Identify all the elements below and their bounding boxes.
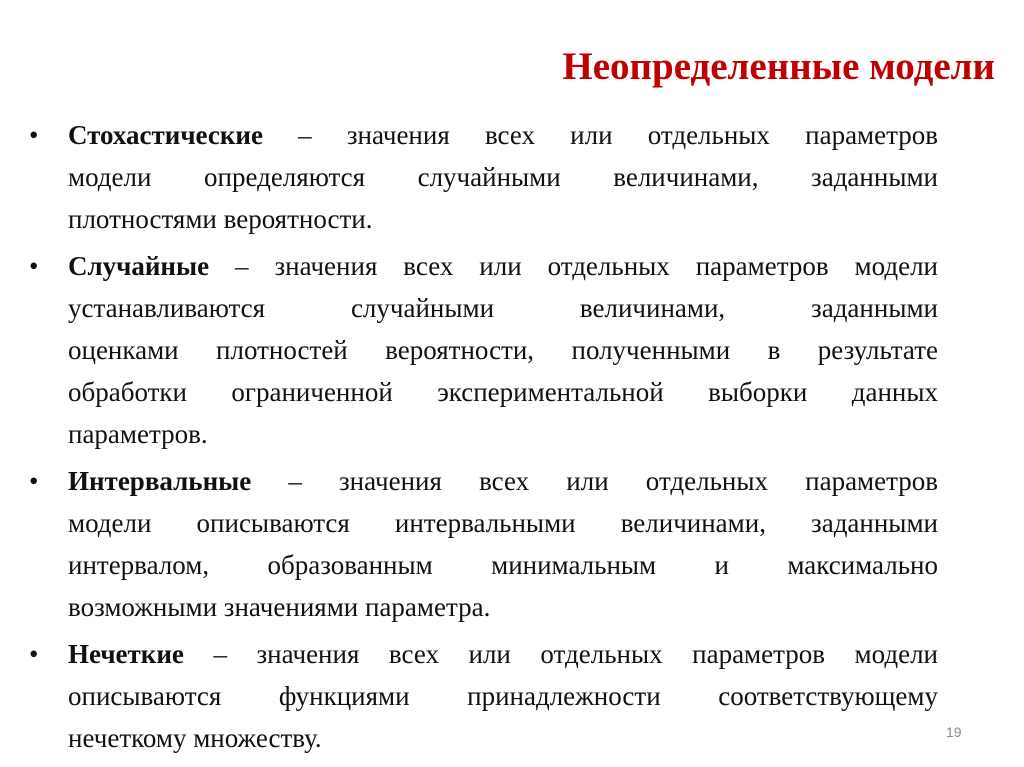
item-term: Случайные (68, 251, 210, 281)
list-item (0, 633, 1024, 759)
list-item (0, 114, 1024, 240)
text-line (68, 633, 938, 675)
text-line: модели описываются интервальными величинами, заданными (68, 508, 938, 538)
text-line (68, 114, 938, 156)
item-text (68, 633, 938, 759)
text-line (68, 245, 938, 287)
text-line (68, 460, 938, 502)
bullet-icon: • (29, 251, 39, 281)
slide-title: Неопределенные модели (562, 45, 995, 88)
item-text (68, 460, 938, 628)
item-term: Стохастические (68, 120, 263, 150)
list-item (0, 245, 1024, 455)
text-line: интервалом, образованным минимальным и максимально (68, 550, 938, 580)
item-term: Нечеткие (68, 639, 184, 669)
item-text (68, 245, 938, 455)
text-line: параметров. (68, 419, 208, 449)
item-term: Интервальные (68, 466, 252, 496)
text-line: обработки ограниченной экспериментальной выборки данных (68, 377, 938, 407)
text-line: устанавливаются случайными величинами, заданными (68, 293, 938, 323)
list-item (0, 460, 1024, 628)
bullet-list (0, 114, 1024, 764)
bullet-icon: • (29, 639, 39, 669)
text-line: оценками плотностей вероятности, полученными в результате (68, 335, 938, 365)
text-line: плотностями вероятности. (68, 204, 373, 234)
text-line: модели определяются случайными величинами, заданными (68, 162, 938, 192)
item-description: – значения всех или отдельных параметров (288, 466, 939, 496)
text-line: возможными значениями параметра. (68, 592, 491, 622)
text-line: описываются функциями принадлежности соответствующему (68, 681, 938, 711)
page-number: 19 (946, 724, 962, 740)
text-line: нечеткому множеству. (68, 723, 322, 753)
item-description: – значения всех или отдельных параметров модели (235, 251, 938, 281)
bullet-icon: • (29, 466, 39, 496)
item-description: – значения всех или отдельных параметров модели (213, 639, 938, 669)
item-description: – значения всех или отдельных параметров (298, 120, 938, 150)
item-text (68, 114, 938, 240)
bullet-icon: • (29, 120, 39, 150)
